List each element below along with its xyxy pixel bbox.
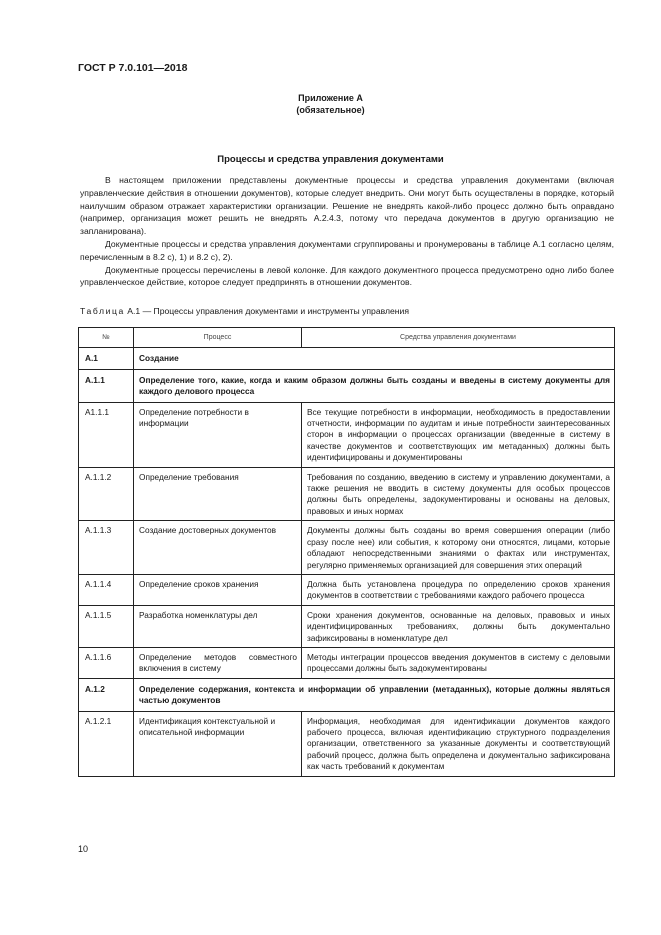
- row-tools: Требования по созданию, введению в систему и управлению документами, а также решения не вводить в систему документы для особых процессов должны быть определены, задокументированы и основаны на деловых, правовых и иных нормах: [302, 467, 615, 521]
- row-num: А.1.1.4: [79, 574, 134, 605]
- row-tools: Документы должны быть созданы во время совершения операции (либо сразу после нее) или события, к которому они относятся, лицами, которые обладают непосредственными знаниями о фактах или инструментах, регулярно применяемых организацией для совершения этих операций: [302, 521, 615, 575]
- section-title: Процессы и средства управления документами: [217, 154, 444, 165]
- table-row: [79, 711, 615, 776]
- row-heading: Определение содержания, контекста и информации об управлении (метаданных), которые должны являться частью документов: [134, 678, 615, 711]
- header-num: №: [79, 328, 134, 348]
- row-num: А.1.1: [79, 369, 134, 402]
- table-row: [79, 467, 615, 521]
- paragraph: Документные процессы перечислены в левой колонке. Для каждого документного процесса предусмотрено одно либо более управленческое действие, которое следует предпринять в отношении документов.: [80, 264, 614, 288]
- table-row: [79, 574, 615, 605]
- row-num: А.1.1.5: [79, 605, 134, 647]
- row-process: Определение требования: [134, 467, 302, 521]
- table-caption-prefix: Таблица: [80, 306, 125, 316]
- row-tools: Должна быть установлена процедура по определению сроков хранения документов в соответствии с требованиями каждого рабочего процесса: [302, 574, 615, 605]
- row-num: А.1.1.2: [79, 467, 134, 521]
- table-row: [79, 647, 615, 678]
- row-process: Определение потребности в информации: [134, 402, 302, 467]
- page-number: 10: [78, 844, 89, 854]
- header-tools: Средства управления документами: [302, 328, 615, 348]
- table-group-row: [79, 678, 615, 711]
- row-process: Определение сроков хранения: [134, 574, 302, 605]
- row-num: А1.1.1: [79, 402, 134, 467]
- row-process: Создание достоверных документов: [134, 521, 302, 575]
- appendix-subtitle: (обязательное): [296, 105, 365, 115]
- row-num: А.1.2.1: [79, 711, 134, 776]
- row-tools: Все текущие потребности в информации, необходимость в предоставлении отчетности, информации по аудитам и иные потребности заинтересованных сторон в информации о процессах организации (введенные в систему в качестве документов и соответствующих им метаданных) должны быть идентифицированы и документированы: [302, 402, 615, 467]
- table-caption-text: А.1 — Процессы управления документами и инструменты управления: [124, 306, 409, 316]
- row-tools: Методы интеграции процессов введения документов в систему с деловыми процессами должны быть задокументированы: [302, 647, 615, 678]
- row-num: А.1.2: [79, 678, 134, 711]
- appendix-title: Приложение А: [298, 93, 363, 103]
- paragraph: Документные процессы и средства управления документами сгруппированы и пронумерованы в таблице А.1 согласно целям, перечисленным в 8.2 c), 1) и 8.2 c), 2).: [80, 238, 614, 262]
- table-row: [79, 605, 615, 647]
- table-row: [79, 521, 615, 575]
- table-caption: [80, 306, 409, 316]
- processes-table: [78, 327, 615, 777]
- paragraph: В настоящем приложении представлены документные процессы и средства управления документами (включая управленческие действия в отношении документов), которые следует внедрить. Они могут быть осуществлены в порядке, который наилучшим образом отражает характеристики организации. Решение не внедрять какой-либо процесс должно быть оправдано (например, организация может решить не внедрять А.2.4.3, потому что передача документов в другую организацию не запланирована).: [80, 175, 614, 237]
- row-tools: Сроки хранения документов, основанные на деловых, правовых и иных идентифицированных требованиях, должны быть документально зафиксированы в номенклатуре дел: [302, 605, 615, 647]
- row-process: Разработка номенклатуры дел: [134, 605, 302, 647]
- row-heading: Определение того, какие, когда и каким образом должны быть созданы и введены в систему документы для каждого делового процесса: [134, 369, 615, 402]
- table-group-row: [79, 348, 615, 369]
- row-num: А.1.1.3: [79, 521, 134, 575]
- header-process: Процесс: [134, 328, 302, 348]
- row-num: А.1.1.6: [79, 647, 134, 678]
- row-heading: Создание: [134, 348, 615, 369]
- intro-text: [80, 174, 614, 289]
- row-process: Идентификация контекстуальной и описательной информации: [134, 711, 302, 776]
- row-num: А.1: [79, 348, 134, 369]
- row-process: Определение методов совместного включения в систему: [134, 647, 302, 678]
- table-group-row: [79, 369, 615, 402]
- document-header: ГОСТ Р 7.0.101—2018: [78, 62, 188, 74]
- row-tools: Информация, необходимая для идентификации документов каждого рабочего процесса, включая идентификацию структурного подразделения организации, ответственного за указанные документы и соответствующий рабочий процесс, должна быть определена и документально зафиксирована как часть требований к документам: [302, 711, 615, 776]
- table-row: [79, 402, 615, 467]
- table-header-row: [79, 328, 615, 348]
